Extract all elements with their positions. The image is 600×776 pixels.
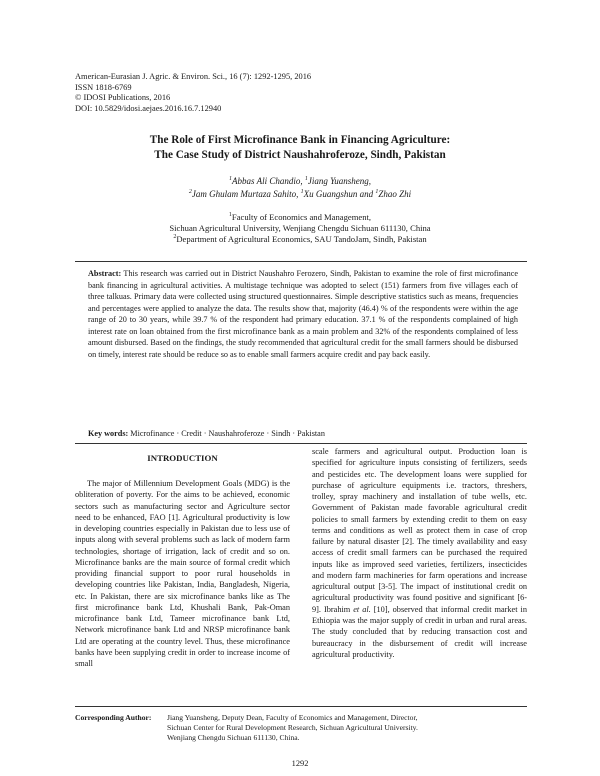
affil-mark: 2 xyxy=(173,234,177,241)
affiliation-2-line-1: $^2$Department of Agricultural Economics, SAU TandoJam, Sindh, Pakistan xyxy=(173,234,427,244)
divider-keywords xyxy=(75,443,527,444)
corr-line-1: Jiang Yuansheng, Deputy Dean, Faculty of Economics and Management, Director, xyxy=(167,713,418,722)
affil-mark: 1 xyxy=(228,212,232,219)
journal-citation: American-Eurasian J. Agric. & Environ. Sci., 16 (7): 1292-1295, 2016 xyxy=(75,72,312,81)
author-name: Jam Ghulam Murtaza Sahito, xyxy=(191,188,301,199)
corr-line-3: Wenjiang Chengdu Sichuan 611130, China. xyxy=(167,733,300,743)
affiliation-1-line-2: Sichuan Agricultural University, Wenjiang Chengdu Sichuan 611130, China xyxy=(169,223,431,233)
author-affil-mark: 1 xyxy=(304,176,308,182)
author-line-2 xyxy=(75,188,525,201)
intro-left-column xyxy=(75,478,290,670)
author-list xyxy=(75,175,525,200)
intro-paragraph-continued: scale farmers and agricultural output. Production loan is specified for agriculture inputs consisting of fertilizers, seeds and pesticides etc. The development loans were supplied for purchase of agriculture equipments i.e. tractors, threshers, trolley, spray machinery and installation of tube wells, etc. Government of Pakistan made favorable agricultural credit policies to small farmers by extending credit to them on easy terms and conditions as well as protect them in case of crop failure by natural disaster [2]. The timely availability and easy access of credit small farmers can be purchased the required inputs like as improved seed varieties, fertilizers, insecticides and modern farm machineries for farm operations and increase agricultural output [3-5]. The impact of institutional credit on agricultural productivity was found positive and significant [6-9]. Ibrahim et al. [10], observed that informal credit market in Ethiopia was the major supply of credit in urban and rural areas. The study concluded that by reducing transaction cost and bureaucracy in the disbursement of credit will increase agricultural productivity. xyxy=(312,447,527,659)
divider-top xyxy=(75,261,527,262)
author-affil-mark: 2 xyxy=(188,188,192,195)
divider-footnote xyxy=(75,706,527,707)
author-name: Zhao Zhi xyxy=(378,188,412,199)
introduction-heading: INTRODUCTION xyxy=(147,453,218,463)
corr-line-2: Sichuan Center for Rural Development Research, Sichuan Agricultural University. xyxy=(167,723,418,733)
paper-title xyxy=(75,133,525,163)
corresponding-author-details xyxy=(167,713,537,744)
doi: DOI: 10.5829/idosi.aejaes.2016.16.7.12940 xyxy=(75,103,222,113)
keywords-label: Key words: xyxy=(88,429,129,438)
affiliation-1-line-1: $^1$Faculty of Economics and Management, xyxy=(228,212,372,222)
abstract xyxy=(88,268,518,360)
abstract-text: This research was carried out in District Naushahro Ferozero, Sindh, Pakistan to examine the role of first microfinance bank financing in agricultural activities. A multistage technique was adopted to select (151) farmers from five villages each of three talkuas. Primary data were collected using structured questionnaires. Simple descriptive statistics such as means, frequencies and percentages were applied to analyze the data. The results show that, majority (46.4) % of the respondents were within the age range of 20 to 30 years, while 39.7 % of the respondent had primary education. 37.1 % of the respondents complained of high interest rate on loan obtained from the first microfinance bank as a main problem and 32% of the respondents complained of less amount disbursed. Based on the findings, the study recommended that agricultural credit for the small farmers should be disbursed on timely, interest rate should be reduce so as to enable small farmers acquire credit and pay back easily. xyxy=(88,269,518,359)
title-line-2: The Case Study of District Naushahroferoze, Sindh, Pakistan xyxy=(154,149,446,161)
page-number: 1292 xyxy=(291,759,309,768)
copyright: © IDOSI Publications, 2016 xyxy=(75,93,171,103)
keywords xyxy=(88,428,518,439)
abstract-label: Abstract: xyxy=(88,269,122,278)
author-affil-mark: 1 xyxy=(375,188,379,195)
author-affil-mark: 1 xyxy=(228,176,232,182)
journal-header xyxy=(75,72,535,114)
author-line-1 xyxy=(75,175,525,188)
author-name: Jiang Yuansheng, xyxy=(307,176,371,186)
author-affil-mark: 1 xyxy=(300,188,304,195)
affiliations xyxy=(75,212,525,245)
intro-right-column xyxy=(312,446,527,660)
keywords-text: Microfinance · Credit · Naushahroferoze · Sindh · Pakistan xyxy=(128,429,325,438)
author-name: Abbas Ali Chandio, xyxy=(231,176,305,186)
et-al: et al. xyxy=(353,604,371,614)
intro-paragraph: The major of Millennium Development Goals (MDG) is the obliteration of poverty. For the aims to be achieved, economic sectors such as manufacturing sector and Agriculture sector need to be enhanced, FAO [1]. Agricultural productivity is low in developing countries especially in Pakistan due to less use of inputs along with several problems such as lack of modern farm technologies, shortage of irrigation, lack of credit and so on. Microfinance banks are the main source of formal credit which providing financial support to poor rural households in developing countries like Pakistan, India, Bangladesh, Nigeria, etc. In Pakistan, there are six microfinance banks like as The first microfinance bank Ltd, Khushali Bank, Pak-Oman microfinance bank Ltd, Tameer microfinance bank Ltd, Network microfinance bank Ltd and NRSP microfinance bank Ltd are operating at the country level. Thus, these microfinance banks have been supplying credit in order to increase income of small xyxy=(75,479,290,669)
corresponding-author-label: Corresponding Author: xyxy=(75,713,152,722)
issn: ISSN 1818-6769 xyxy=(75,82,132,92)
title-line-1: The Role of First Microfinance Bank in Financing Agriculture: xyxy=(149,134,451,146)
author-name: Xu Guangshun and xyxy=(303,188,376,199)
